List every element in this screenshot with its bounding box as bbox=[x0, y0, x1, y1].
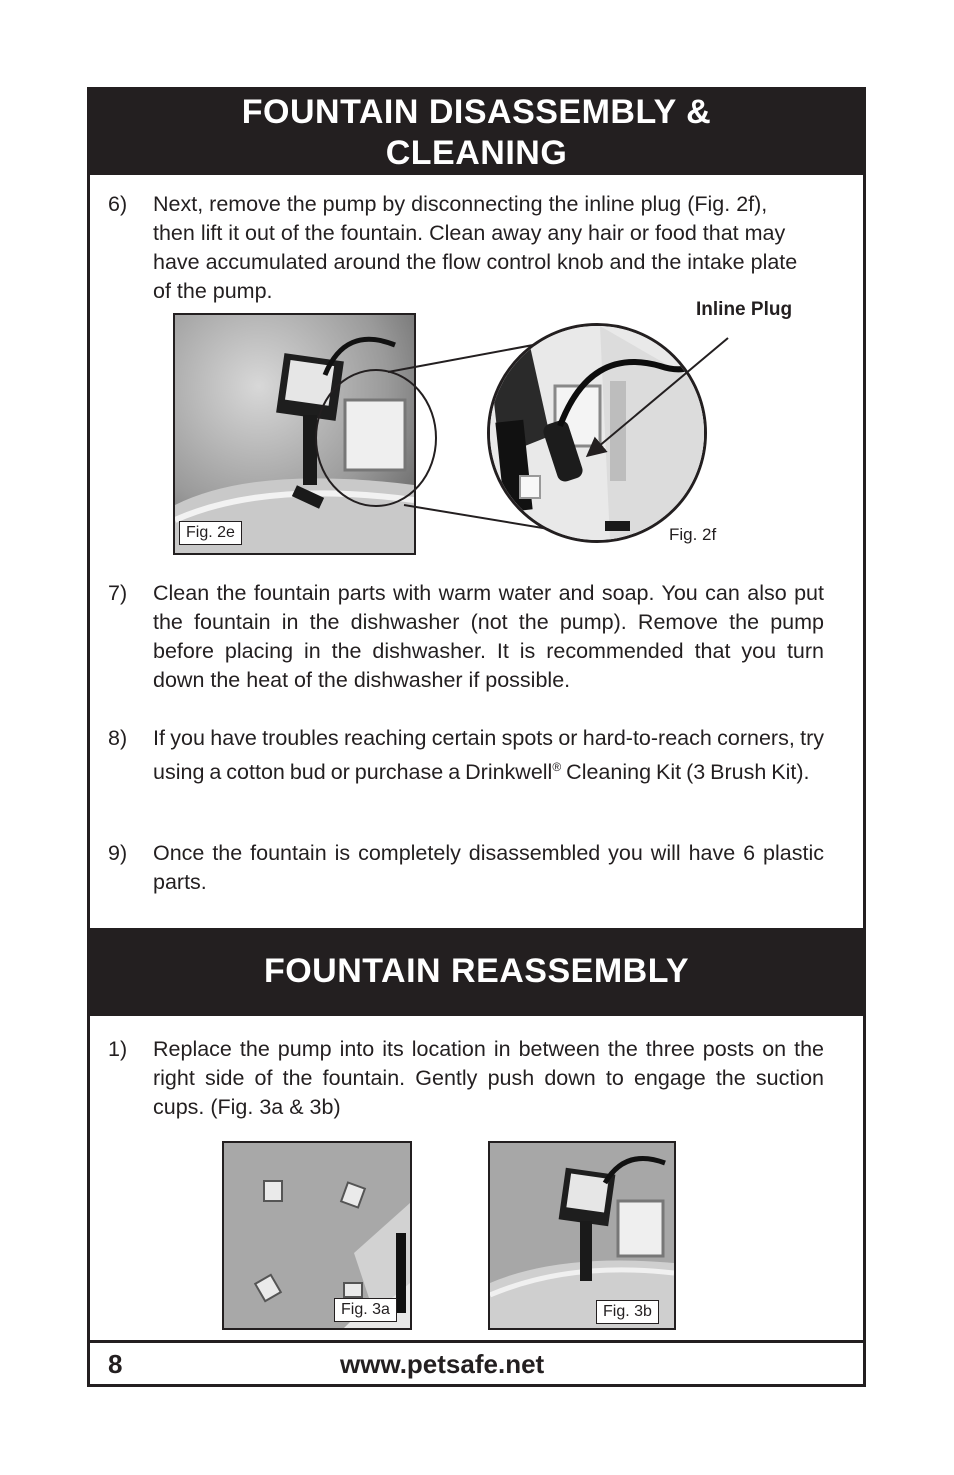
footer-url[interactable]: www.petsafe.net bbox=[340, 1349, 545, 1379]
registered-mark: ® bbox=[552, 760, 562, 774]
step-text: Replace the pump into its location in between the three posts on the right side of the fountain. Gently push down to engage the suction cups. (Fig. 3a & 3b) bbox=[153, 1037, 824, 1119]
figure-3b-photo bbox=[488, 1141, 676, 1330]
section-header-reassembly bbox=[87, 928, 866, 1016]
step-text-part-b: Cleaning Kit (3 Brush Kit). bbox=[561, 760, 810, 785]
inline-plug-label: Inline Plug bbox=[696, 299, 793, 320]
step-text-part-a: If you have troubles reaching certain spots or hard-to-reach corners, try using a cotton bud or purchase a Drinkwell bbox=[153, 726, 824, 785]
figure-label-3a: Fig. 3a bbox=[334, 1298, 397, 1322]
footer-divider bbox=[87, 1340, 866, 1343]
step-text: Clean the fountain parts with warm water and soap. You can also put the fountain in the dishwasher (not the pump). Remove the pump before placing in the dishwasher. It is recommended that you turn down the heat of the dishwasher if possible. bbox=[153, 581, 824, 692]
step-number: 7) bbox=[108, 581, 128, 605]
step-number: 9) bbox=[108, 841, 128, 865]
step-number: 8) bbox=[108, 726, 128, 750]
step-number: 6) bbox=[108, 192, 128, 216]
figure-label-2e: Fig. 2e bbox=[179, 521, 242, 545]
section-title-line1: FOUNTAIN DISASSEMBLY & bbox=[241, 93, 712, 131]
page-number: 8 bbox=[108, 1349, 123, 1379]
section-title: FOUNTAIN REASSEMBLY bbox=[263, 952, 690, 990]
step-text: Next, remove the pump by disconnecting the inline plug (Fig. 2f), then lift it out of the fountain. Clean away any hair or food that may have accumulated around the flow control knob and the intake plate of the pump. bbox=[153, 192, 798, 303]
figure-3a-photo bbox=[222, 1141, 412, 1330]
section-title-line2: CLEANING bbox=[385, 134, 568, 172]
step-text: Once the fountain is completely disassembled you will have 6 plastic parts. bbox=[153, 841, 824, 894]
figure-label-2f: Fig. 2f bbox=[669, 525, 717, 544]
figure-label-3b: Fig. 3b bbox=[596, 1300, 659, 1324]
step-text bbox=[153, 724, 824, 787]
step-number: 1) bbox=[108, 1037, 128, 1061]
